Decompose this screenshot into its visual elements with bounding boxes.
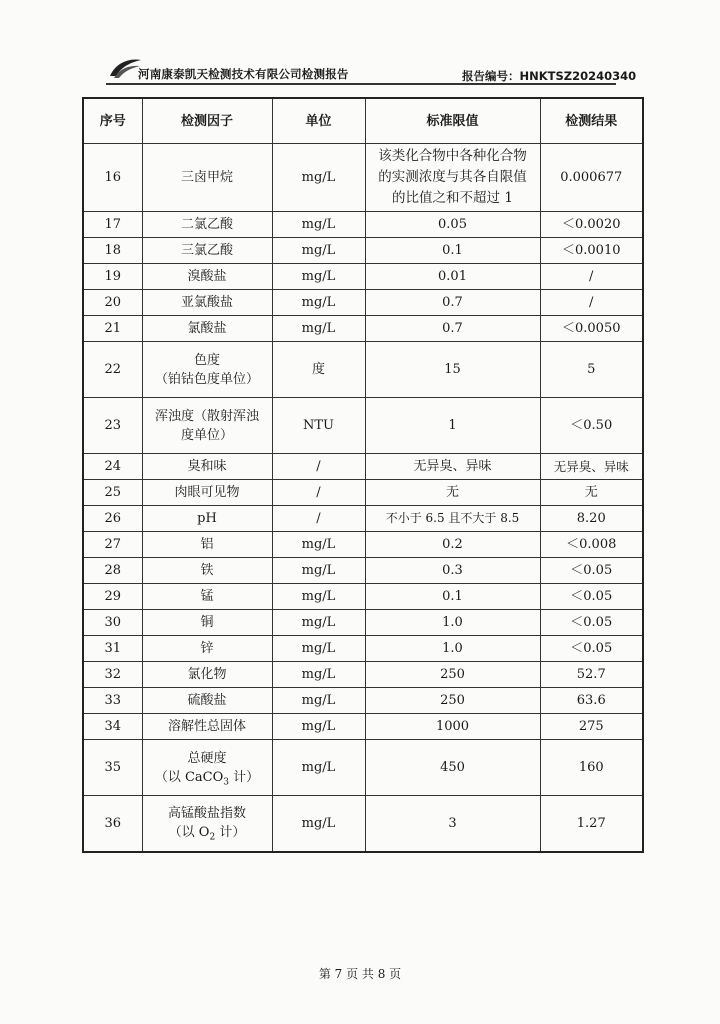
- cell-no: 16: [83, 144, 142, 212]
- cell-unit: NTU: [272, 398, 365, 454]
- cell-factor: 亚氯酸盐: [142, 290, 272, 316]
- cell-limit: 0.1: [365, 238, 540, 264]
- cell-result: ＜0.05: [540, 584, 643, 610]
- cell-result: ＜0.05: [540, 636, 643, 662]
- factor-line2: [145, 768, 270, 787]
- factor-line1: 高锰酸盐指数: [167, 806, 246, 822]
- factor-sub: 3: [223, 777, 230, 788]
- factor-line1: 浑浊度（散射浑浊: [154, 408, 259, 424]
- cell-result: /: [540, 264, 643, 290]
- cell-no: 18: [83, 238, 142, 264]
- cell-unit: mg/L: [272, 584, 365, 610]
- cell-unit: mg/L: [272, 610, 365, 636]
- cell-limit: 0.05: [365, 212, 540, 238]
- cell-factor: 锰: [142, 584, 272, 610]
- cell-factor: 锌: [142, 636, 272, 662]
- factor-line2: （铂钴色度单位）: [154, 371, 259, 387]
- factor-pre: （以 O: [168, 825, 210, 841]
- factor-line2: [145, 823, 270, 842]
- table-row: [83, 342, 643, 398]
- cell-limit: 不小于 6.5 且不大于 8.5: [365, 506, 540, 532]
- cell-no: 24: [83, 454, 142, 480]
- cell-result: 52.7: [540, 662, 643, 688]
- cell-unit: mg/L: [272, 796, 365, 852]
- cell-result: 无: [540, 480, 643, 506]
- cell-limit: 该类化合物中各种化合物的实测浓度与其各自限值的比值之和不超过 1: [365, 144, 540, 212]
- report-number: [462, 68, 636, 84]
- cell-limit: 0.7: [365, 290, 540, 316]
- cell-result: ＜0.0010: [540, 238, 643, 264]
- cell-unit: mg/L: [272, 532, 365, 558]
- cell-no: 21: [83, 316, 142, 342]
- cell-no: 26: [83, 506, 142, 532]
- cell-result: ＜0.05: [540, 558, 643, 584]
- table-row: [83, 610, 643, 636]
- cell-factor: 溶解性总固体: [142, 714, 272, 740]
- cell-limit: 3: [365, 796, 540, 852]
- factor-line2: 度单位）: [180, 427, 233, 443]
- table-row: [83, 714, 643, 740]
- table-row: [83, 636, 643, 662]
- cell-result: ＜0.50: [540, 398, 643, 454]
- cell-no: 20: [83, 290, 142, 316]
- cell-no: 34: [83, 714, 142, 740]
- results-table: [82, 97, 644, 853]
- company-name: 河南康泰凯天检测技术有限公司检测报告: [138, 67, 349, 81]
- cell-unit: mg/L: [272, 316, 365, 342]
- table-row: [83, 506, 643, 532]
- cell-factor: 氯酸盐: [142, 316, 272, 342]
- table-row: [83, 316, 643, 342]
- cell-result: ＜0.0050: [540, 316, 643, 342]
- cell-no: 27: [83, 532, 142, 558]
- cell-result: /: [540, 290, 643, 316]
- cell-unit: mg/L: [272, 740, 365, 796]
- cell-factor: 三氯乙酸: [142, 238, 272, 264]
- factor-post: 计）: [229, 769, 260, 785]
- cell-unit: mg/L: [272, 558, 365, 584]
- cell-no: 36: [83, 796, 142, 852]
- cell-factor: 硫酸盐: [142, 688, 272, 714]
- cell-no: 19: [83, 264, 142, 290]
- table-row: [83, 212, 643, 238]
- cell-result: 160: [540, 740, 643, 796]
- cell-limit: 0.7: [365, 316, 540, 342]
- cell-no: 33: [83, 688, 142, 714]
- cell-unit: mg/L: [272, 688, 365, 714]
- table-row: [83, 264, 643, 290]
- cell-factor: 铁: [142, 558, 272, 584]
- table-row: [83, 558, 643, 584]
- cell-factor: pH: [142, 506, 272, 532]
- cell-limit: 0.1: [365, 584, 540, 610]
- factor-line1: 色度: [193, 352, 220, 368]
- cell-factor: 肉眼可见物: [142, 480, 272, 506]
- cell-result: ＜0.0020: [540, 212, 643, 238]
- report-header: [0, 0, 720, 100]
- cell-no: 35: [83, 740, 142, 796]
- factor-sub: 2: [209, 832, 216, 843]
- cell-limit: 250: [365, 688, 540, 714]
- cell-unit: 度: [272, 342, 365, 398]
- cell-result: ＜0.05: [540, 610, 643, 636]
- factor-line1: 总硬度: [187, 750, 227, 766]
- cell-result: 1.27: [540, 796, 643, 852]
- cell-factor: 臭和味: [142, 454, 272, 480]
- cell-factor: 溴酸盐: [142, 264, 272, 290]
- cell-limit: 250: [365, 662, 540, 688]
- cell-no: 29: [83, 584, 142, 610]
- cell-limit: 0.01: [365, 264, 540, 290]
- cell-result: ＜0.008: [540, 532, 643, 558]
- table-row: [83, 796, 643, 852]
- cell-limit: 1: [365, 398, 540, 454]
- col-header-result: 检测结果: [540, 98, 643, 144]
- table-row: [83, 662, 643, 688]
- cell-no: 17: [83, 212, 142, 238]
- cell-unit: mg/L: [272, 714, 365, 740]
- cell-limit: 无异臭、异味: [365, 454, 540, 480]
- cell-result: 275: [540, 714, 643, 740]
- cell-limit: 450: [365, 740, 540, 796]
- cell-unit: /: [272, 506, 365, 532]
- cell-result: 5: [540, 342, 643, 398]
- cell-limit: 1.0: [365, 610, 540, 636]
- cell-unit: /: [272, 480, 365, 506]
- cell-limit: 1.0: [365, 636, 540, 662]
- cell-limit: 15: [365, 342, 540, 398]
- cell-factor: [142, 740, 272, 796]
- cell-factor: [142, 342, 272, 398]
- col-header-factor: 检测因子: [142, 98, 272, 144]
- cell-limit: 0.3: [365, 558, 540, 584]
- cell-no: 25: [83, 480, 142, 506]
- cell-unit: /: [272, 454, 365, 480]
- factor-post: 计）: [215, 825, 246, 841]
- table-row: [83, 688, 643, 714]
- cell-unit: mg/L: [272, 636, 365, 662]
- header-rule: [106, 83, 616, 85]
- cell-no: 28: [83, 558, 142, 584]
- table-row: [83, 290, 643, 316]
- cell-no: 30: [83, 610, 142, 636]
- table-row: [83, 238, 643, 264]
- report-number-value: HNKTSZ20240340: [519, 69, 637, 83]
- cell-factor: 铜: [142, 610, 272, 636]
- cell-factor: [142, 796, 272, 852]
- cell-unit: mg/L: [272, 212, 365, 238]
- table-row: [83, 144, 643, 212]
- table-header-row: [83, 98, 643, 144]
- table-row: [83, 740, 643, 796]
- cell-factor: 氯化物: [142, 662, 272, 688]
- cell-unit: mg/L: [272, 144, 365, 212]
- table-row: [83, 584, 643, 610]
- table-row: [83, 398, 643, 454]
- col-header-limit: 标准限值: [365, 98, 540, 144]
- col-header-unit: 单位: [272, 98, 365, 144]
- cell-factor: 铝: [142, 532, 272, 558]
- cell-unit: mg/L: [272, 264, 365, 290]
- report-number-label: 报告编号：: [462, 69, 520, 83]
- cell-unit: mg/L: [272, 290, 365, 316]
- cell-no: 31: [83, 636, 142, 662]
- cell-no: 23: [83, 398, 142, 454]
- cell-no: 32: [83, 662, 142, 688]
- cell-factor: 二氯乙酸: [142, 212, 272, 238]
- col-header-no: 序号: [83, 98, 142, 144]
- cell-no: 22: [83, 342, 142, 398]
- cell-result: 63.6: [540, 688, 643, 714]
- table-row: [83, 480, 643, 506]
- cell-unit: mg/L: [272, 238, 365, 264]
- page-number: 第 7 页 共 8 页: [318, 967, 402, 981]
- cell-factor: 三卤甲烷: [142, 144, 272, 212]
- cell-result: 无异臭、异味: [540, 454, 643, 480]
- cell-result: 0.000677: [540, 144, 643, 212]
- cell-result: 8.20: [540, 506, 643, 532]
- table-row: [83, 532, 643, 558]
- factor-pre: （以 CaCO: [154, 769, 224, 785]
- cell-limit: 1000: [365, 714, 540, 740]
- cell-factor: [142, 398, 272, 454]
- table-row: [83, 454, 643, 480]
- cell-limit: 0.2: [365, 532, 540, 558]
- cell-limit: 无: [365, 480, 540, 506]
- company-logo-icon: [108, 56, 142, 82]
- cell-unit: mg/L: [272, 662, 365, 688]
